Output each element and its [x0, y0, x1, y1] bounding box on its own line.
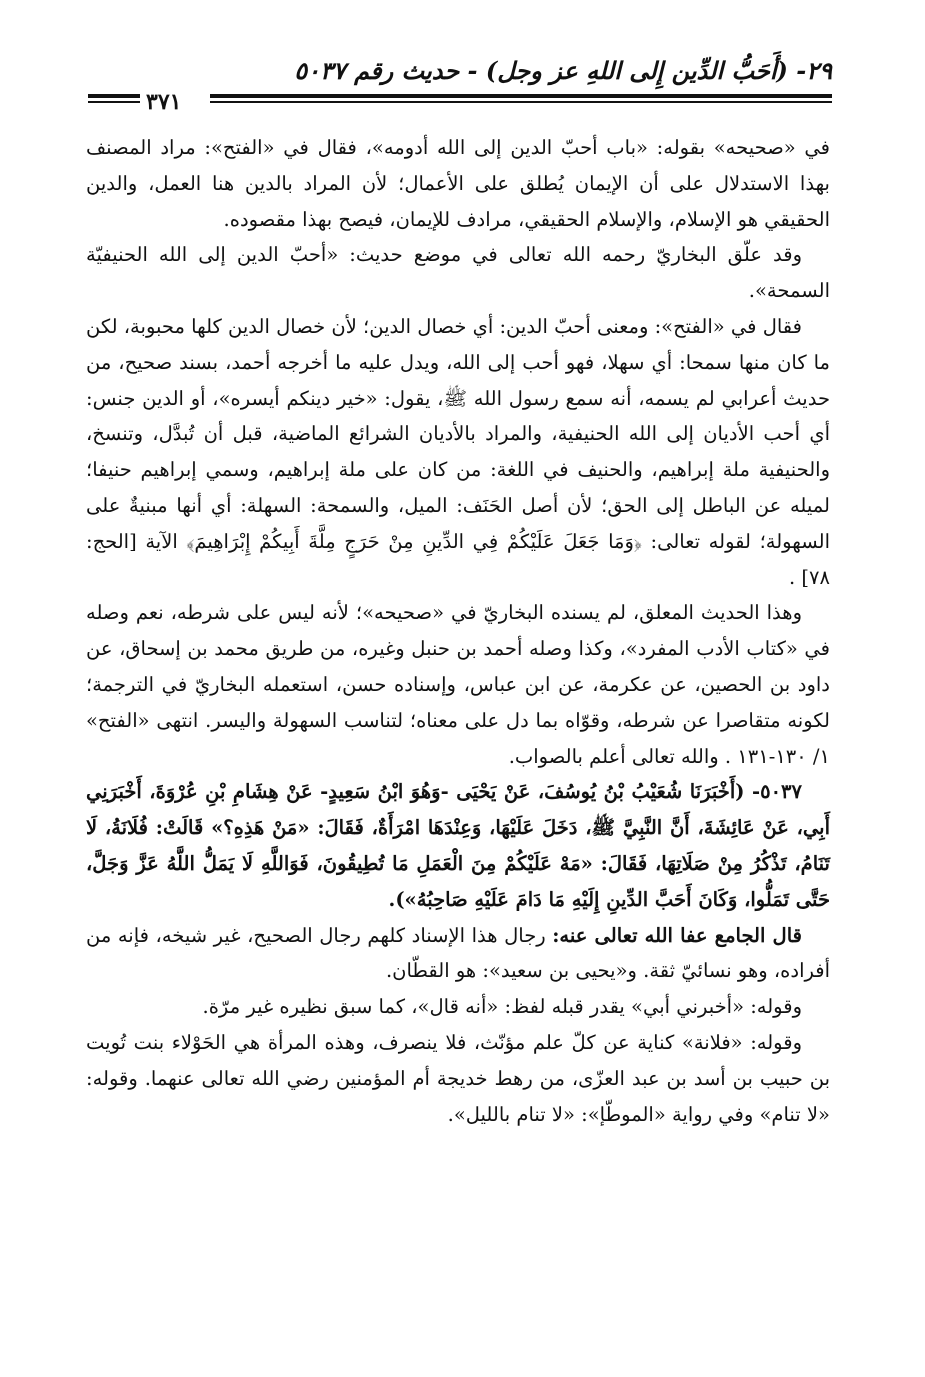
paragraph: وهذا الحديث المعلق، لم يسنده البخاريّ في «صحيحه»؛ لأنه ليس على شرطه، نعم وصله في «كتاب الأدب المفرد»، وكذا وصله أحمد بن حنبل وغيره، من طريق محمد بن إسحاق، عن داود بن الحصين، عن عكرمة، عن ابن عباس، وإسناده حسن، استعمله البخاريّ في الترجمة؛ لكونه متقاصرا عن شرطه، وقوّاه بما دل على معناه؛ لتناسب السهولة واليسر. انتهى «الفتح» ١/ ١٣٠-١٣١ . والله تعالى أعلم بالصواب.: [86, 601, 830, 768]
paragraph: وقوله: «فلانة» كناية عن كلّ علم مؤنّث، فلا ينصرف، وهذه المرأة هي الحَوْلاء بنت تُويت بن حبيب بن أسد بن عبد العزّى، من رهط خديجة أم المؤمنين رضي الله تعالى عنهما. وقوله: «لا تنام» وفي رواية «الموطّإ»: «لا تنام بالليل».: [86, 1030, 830, 1126]
header-rule: [210, 101, 832, 103]
page-header: [60, 48, 832, 118]
paragraph: في «صحيحه» بقوله: «باب أحبّ الدين إلى الله أدومه»، فقال في «الفتح»: مراد المصنف بهذا الاستدلال على أن الإيمان يُطلق على الأعمال؛ لأن المراد بالدين هنا العمل، والدين الحقيقي هو الإسلام، والإسلام الحقيقي، مرادف للإيمان، فيصح بهذا مقصوده.: [86, 136, 830, 231]
paragraph-text: رجال هذا الإسناد كلهم رجال الصحيح، غير شيخه، فإنه من أفراده، وهو نسائيّ ثقة. و«يحيى بن سعيد»: هو القطّان.: [86, 923, 830, 983]
paragraph: [86, 918, 830, 990]
page-body: [86, 130, 830, 1132]
paragraph: وقوله: «أخبرني أبي» يقدر قبله لفظ: «أنه قال»، كما سبق نظيره غير مرّة.: [202, 995, 802, 1019]
compiler-lead: قال الجامع عفا الله تعالى عنه:: [552, 923, 802, 947]
hadith-text: ٥٠٣٧- (أَخْبَرَنَا شُعَيْبُ بْنُ يُوسُفَ، عَنْ يَحْيَى -وَهُوَ ابْنُ سَعِيدٍ- عَنْ هِشَامِ بْنِ عُرْوَةَ، أَخْبَرَنِي أَبِي، عَنْ عَائِشَةَ، أَنَّ النَّبِيَّ ﷺ، دَخَلَ عَلَيْهَا، وَعِنْدَهَا امْرَأَةٌ، فَقَالَ: «مَنْ هَذِهِ؟» قَالَتْ: فُلَانَةُ، لَا تَنَامُ، تَذْكُرُ مِنْ صَلَاتِهَا، فَقَالَ: «مَهْ عَلَيْكُمْ مِنَ الْعَمَلِ مَا تُطِيقُونَ، فَوَاللَّهِ لَا يَمَلُّ اللَّهُ عَزَّ وَجَلَّ، حَتَّى تَمَلُّوا، وَكَانَ أَحَبَّ الدِّينِ إِلَيْهِ مَا دَامَ عَلَيْهِ صَاحِبُهُ»).: [86, 780, 830, 911]
header-rule: [88, 101, 140, 103]
header-rule: [210, 94, 832, 98]
paragraph: وقد علّق البخاريّ رحمه الله تعالى في موضع حديث: «أحبّ الدين إلى الله الحنيفيّة السمحة».: [86, 243, 830, 303]
header-rule: [88, 94, 140, 98]
paragraph: فقال في «الفتح»: ومعنى أحبّ الدين: أي خصال الدين؛ لأن خصال الدين كلها محبوبة، لكن ما كان منها سمحا: أي سهلا، فهو أحب إلى الله، ويدل عليه ما أخرجه أحمد، بسند صحيح، من حديث أعرابي لم يسمه، أنه سمع رسول الله ﷺ، يقول: «خير دينكم أيسره»، أو الدين جنس: أي أحب الأديان إلى الله الحنيفية، والمراد بالأديان الشرائع الماضية، قبل أن تُبدَّل، وتنسخ، والحنيفية ملة إبراهيم، والحنيف في اللغة: من كان على ملة إبراهيم، وسمي إبراهيم حنيفا؛ لميله عن الباطل إلى الحق؛ لأن أصل الحَنَف: الميل، والسمحة: السهلة: أي أنها مبنيةٌ على السهولة؛ لقوله تعالى: ﴿وَمَا جَعَلَ عَلَيْكُمْ فِي الدِّينِ مِنْ حَرَجٍ مِلَّةَ أَبِيكُمْ إِبْرَاهِيمَ﴾ الآية [الحج: ٧٨] .: [86, 314, 831, 589]
page-number: ٣٧١: [146, 89, 182, 115]
running-title: ٢٩- (أَحَبُّ الدِّين إِلى اللهِ عز وجل) - حديث رقم ٥٠٣٧: [294, 56, 832, 85]
